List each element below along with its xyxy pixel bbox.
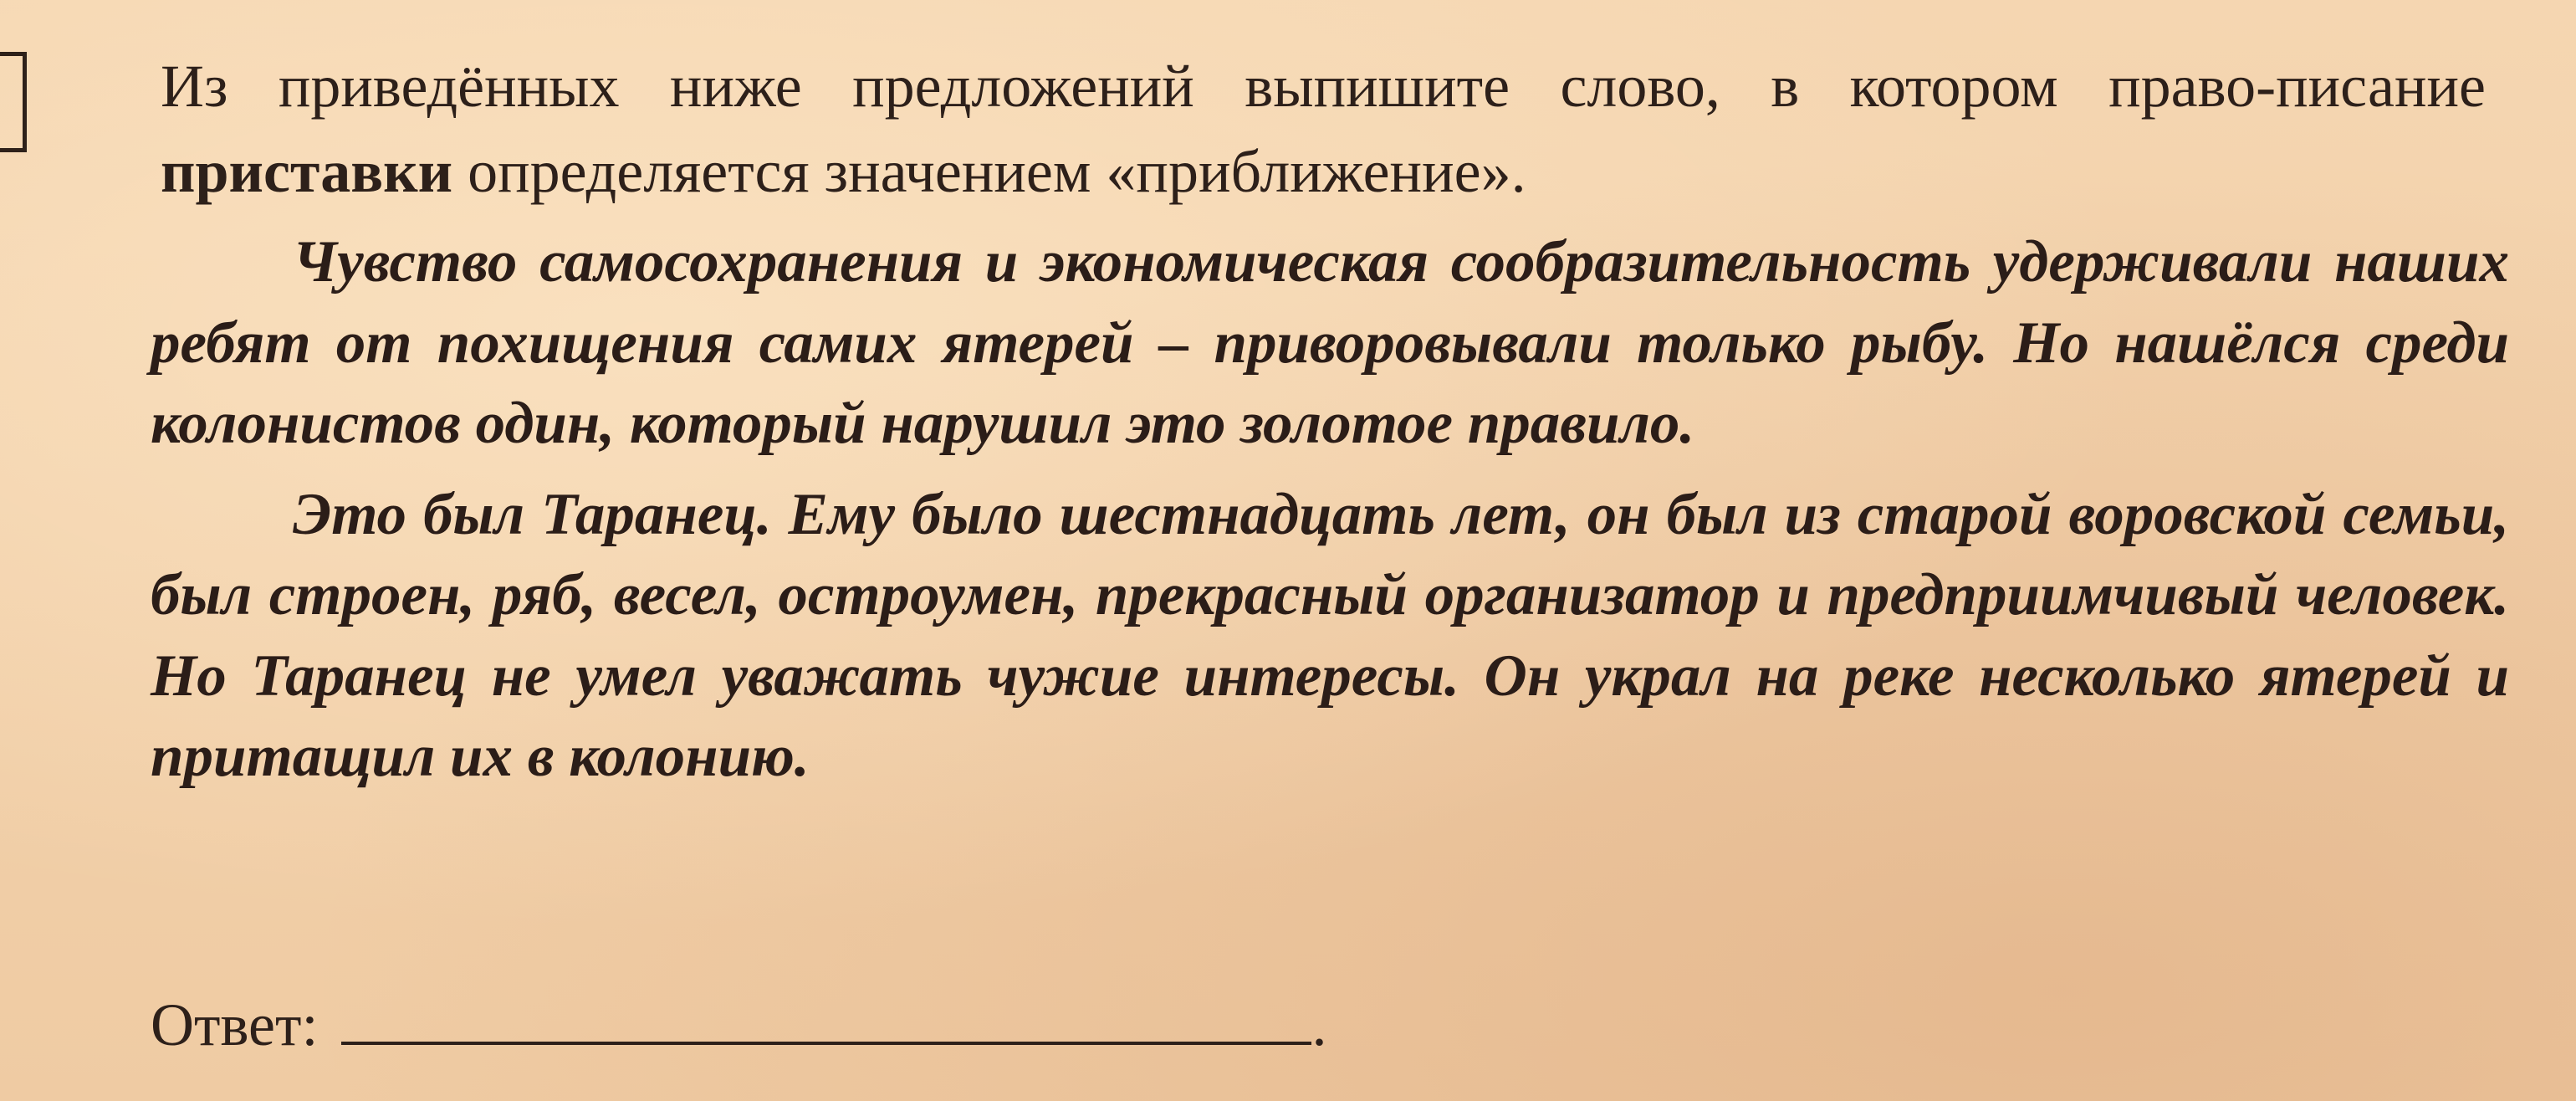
passage-paragraph-2: Это был Таранец. Ему было шестнадцать лет, он был из старой воровской семьи, был строен, ряб, весел, остроумен, прекрасный организатор и предприимчивый человек. Но Таранец не умел уважать чужие интересы. Он украл на реке несколько ятерей и притащил их в колонию. — [151, 481, 2509, 789]
answer-number-box — [0, 52, 27, 152]
answer-row — [151, 987, 1326, 1063]
instruction-keyword: приставки — [161, 138, 453, 205]
instruction-text-start: Из приведённых ниже предложений выпишите слово, в котором право-писание — [161, 53, 2486, 120]
text-passage — [151, 222, 2509, 797]
answer-end-mark: . — [1311, 991, 1327, 1058]
answer-label: Ответ: — [151, 991, 319, 1058]
passage-paragraph-1: Чувство самосохранения и экономическая сообразительность удерживали наших ребят от похищения самих ятерей – приворовывали только рыбу. Но нашёлся среди колонистов один, который нарушил это золотое правило. — [151, 229, 2509, 456]
task-instruction — [161, 44, 2486, 214]
instruction-text-end: определяется значением «приближение». — [452, 138, 1526, 205]
answer-blank-line[interactable] — [341, 1042, 1311, 1045]
